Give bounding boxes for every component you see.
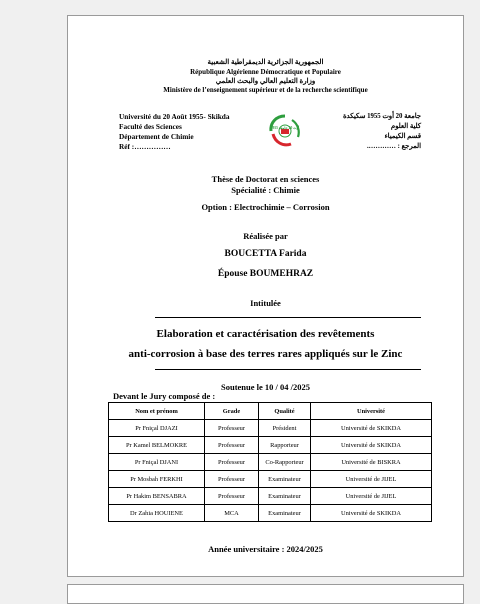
ministry-header: Ministère de l’enseignement supérieur et de la recherche scientifique [163,86,368,94]
jury-member-university: Université de SKIKDA [311,420,432,437]
thesis-title-line-1: Elaboration et caractérisation des revêtements [156,328,375,340]
table-row [109,454,432,471]
institution-block-fr [119,112,230,152]
faculty-name-ar: كلية العلوم [390,123,421,130]
jury-intro: Devant le Jury composé de : [113,391,216,401]
jury-member-grade: Professeur [205,420,259,437]
table-row [109,437,432,454]
jury-member-role: Examinateur [259,505,311,522]
jury-member-university: Université de JIJEL [311,471,432,488]
jury-member-grade: Professeur [205,471,259,488]
jury-member-grade: Professeur [205,437,259,454]
defense-date: Soutenue le 10 / 04 /2025 [220,382,311,392]
column-header-role: Qualité [259,403,311,420]
arabic-republic-header: الجمهورية الجزائرية الديمقراطية الشعبية [207,58,324,66]
jury-member-university: Université de JIJEL [311,488,432,505]
author-spouse: Épouse BOUMEHRAZ [217,269,314,279]
specialty: Spécialité : Chimie [231,185,300,195]
author-name: BOUCETTA Farida [224,249,307,259]
jury-table [108,402,432,522]
jury-member-name: Pr Hakim BENSABRA [109,488,205,505]
university-name-ar: جامعة 20 أوت 1955 سكيكدة [343,113,421,120]
arabic-ministry-header: وزارة التعليم العالي والبحث العلمي [215,77,316,85]
university-name: Université du 20 Août 1955- Skikda [119,112,230,121]
jury-member-role: Examinateur [259,471,311,488]
jury-member-role: Rapporteur [259,437,311,454]
title-top-rule [155,317,421,318]
jury-member-university: Université de SKIKDA [311,437,432,454]
thesis-title-line-2: anti-corrosion à base des terres rares appliqués sur le Zinc [128,348,403,360]
reference-field: Réf :…………… [119,142,171,151]
table-row [109,505,432,522]
jury-member-name: Pr Fniçal DJANI [109,454,205,471]
jury-member-name: Pr Kamel BELMOKRE [109,437,205,454]
academic-year: Année universitaire : 2024/2025 [208,544,323,554]
column-header-name: Nom et prénom [109,403,205,420]
jury-member-university: Université de BISKRA [311,454,432,471]
institution-block-ar [311,112,421,152]
faculty-name: Faculté des Sciences [119,122,182,131]
jury-member-university: Université de SKIKDA [311,505,432,522]
jury-member-grade: Professeur [205,488,259,505]
document-page [67,15,464,577]
jury-member-role: Président [259,420,311,437]
republic-header: République Algérienne Démocratique et Populaire [190,68,341,76]
reference-field-ar: المرجع : …………. [366,143,421,150]
department-name-ar: قسم الكيمياء [384,133,421,140]
logo-caption: 1955 أوت 20 جامعة [270,126,300,130]
jury-member-grade: MCA [205,505,259,522]
realised-by-label: Réalisée par [243,231,288,241]
jury-member-role: Examinateur [259,488,311,505]
jury-member-name: Dr Zahia HOUIENE [109,505,205,522]
university-logo-icon [266,112,304,150]
entitled-label: Intitulée [250,298,281,308]
jury-member-grade: Professeur [205,454,259,471]
column-header-grade: Grade [205,403,259,420]
option: Option : Electrochimie – Corrosion [201,202,330,212]
column-header-university: Université [311,403,432,420]
jury-table-header [109,403,432,420]
thesis-type: Thèse de Doctorat en sciences [211,174,320,184]
jury-member-name: Pr Mosbah FERKHI [109,471,205,488]
table-row [109,420,432,437]
next-page [67,584,464,604]
department-name: Département de Chimie [119,132,194,141]
jury-member-role: Co-Rapporteur [259,454,311,471]
title-bottom-rule [155,369,421,370]
jury-member-name: Pr Fniçal DJAZI [109,420,205,437]
table-row [109,471,432,488]
table-row [109,488,432,505]
